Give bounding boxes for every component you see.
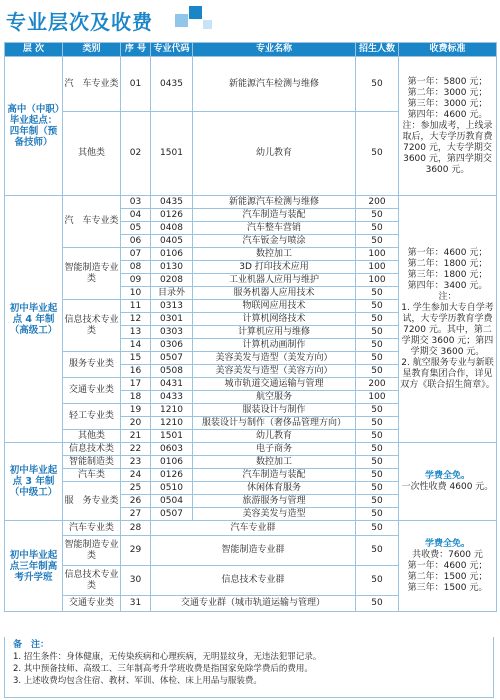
program-name-cell: 幼儿教育 [193, 112, 356, 196]
code-cell: 0130 [151, 261, 193, 274]
program-name-cell: 新能源汽车检测与维修 [193, 57, 356, 112]
fee-line: 一次性收费 4600 元。 [401, 481, 494, 492]
code-cell: 0508 [151, 365, 193, 378]
fee-line: 第三年：1500 元。 [407, 582, 488, 593]
program-name-cell: 汽车制造与装配 [193, 469, 356, 482]
code-cell: 0408 [151, 222, 193, 235]
number-cell: 25 [121, 482, 151, 495]
fee-line: 学费全免。 [424, 470, 470, 481]
number-cell: 16 [121, 365, 151, 378]
program-name-cell: 信息技术专业群 [151, 566, 356, 596]
number-cell: 15 [121, 352, 151, 365]
program-name-cell: 幼儿教育 [193, 430, 356, 443]
fee-line: 第二年：1800 元； [407, 258, 488, 269]
category-cell: 交通专业类 [63, 596, 121, 612]
page-title: 专业层次及收费 [6, 10, 153, 34]
table-row [5, 196, 497, 209]
decor-square [203, 20, 212, 29]
enrollment-cell: 50 [356, 417, 399, 430]
number-cell: 19 [121, 404, 151, 417]
enrollment-cell: 50 [356, 469, 399, 482]
enrollment-cell: 50 [356, 404, 399, 417]
notes-box [4, 637, 494, 698]
enrollment-cell: 50 [356, 443, 399, 456]
level-cell: 高中（中职）毕业起点：四年制（预备技师） [5, 57, 63, 196]
header-category: 类别 [63, 43, 121, 57]
code-cell: 0405 [151, 235, 193, 248]
category-cell: 轻工专业类 [63, 404, 121, 430]
program-name-cell: 美容美发与造型 [193, 508, 356, 521]
fee-line: 第一年：4600 元； [407, 560, 488, 571]
code-cell: 0504 [151, 495, 193, 508]
number-cell: 17 [121, 378, 151, 391]
number-cell: 09 [121, 274, 151, 287]
code-cell: 0126 [151, 209, 193, 222]
number-cell: 11 [121, 300, 151, 313]
table-row [5, 521, 497, 536]
number-cell: 22 [121, 443, 151, 456]
number-cell: 06 [121, 235, 151, 248]
program-name-cell: 汽车整车营销 [193, 222, 356, 235]
enrollment-cell: 50 [356, 57, 399, 112]
category-cell: 其他类 [63, 112, 121, 196]
category-cell: 服务专业类 [63, 352, 121, 378]
program-name-cell: 美容美发与造型（美发方向） [193, 352, 356, 365]
program-name-cell: 交通专业群（城市轨道运输与管理） [151, 596, 356, 612]
fee-line: 第一年：4600 元； [407, 247, 488, 258]
category-cell: 汽 车专业类 [63, 57, 121, 112]
notes-title: 备 注： [13, 640, 50, 650]
code-cell: 0126 [151, 469, 193, 482]
enrollment-cell: 50 [356, 326, 399, 339]
number-cell: 26 [121, 495, 151, 508]
program-name-cell: 城市轨道交通运输与管理 [193, 378, 356, 391]
code-cell: 0301 [151, 313, 193, 326]
fee-note: 注： [438, 291, 457, 302]
enrollment-cell: 100 [356, 261, 399, 274]
enrollment-cell: 100 [356, 274, 399, 287]
number-cell: 01 [121, 57, 151, 112]
category-cell: 智能制造专业类 [63, 248, 121, 300]
category-cell: 智能制造类 [63, 456, 121, 469]
enrollment-cell: 50 [356, 300, 399, 313]
code-cell: 0431 [151, 378, 193, 391]
number-cell: 23 [121, 456, 151, 469]
level-cell: 初中毕业起点 4 年制（高级工） [5, 196, 63, 443]
fee-note: 1. 学生参加大专自学考试，大专学历教育学费 7200 元。其中，第二学期交 3600 元；第四学期交 3600 元。 [401, 302, 494, 357]
enrollment-cell: 50 [356, 482, 399, 495]
category-cell: 汽车专业类 [63, 521, 121, 536]
number-cell: 21 [121, 430, 151, 443]
code-cell: 0603 [151, 443, 193, 456]
code-cell: 1501 [151, 430, 193, 443]
category-cell: 交通专业类 [63, 378, 121, 404]
enrollment-cell: 50 [356, 313, 399, 326]
number-cell: 31 [121, 596, 151, 612]
decor-square [189, 6, 202, 19]
enrollment-cell: 50 [356, 521, 399, 536]
header-code: 专业代码 [151, 43, 193, 57]
number-cell: 03 [121, 196, 151, 209]
fee-cell [399, 521, 497, 612]
enrollment-cell: 50 [356, 495, 399, 508]
code-cell: 1210 [151, 417, 193, 430]
enrollment-cell: 50 [356, 339, 399, 352]
fee-cell [399, 57, 497, 196]
category-cell: 信息技术专业类 [63, 566, 121, 596]
fee-line: 第四年：3400 元。 [407, 280, 488, 291]
program-name-cell: 新能源汽车检测与维修 [193, 196, 356, 209]
program-name-cell: 汽车钣金与喷涂 [193, 235, 356, 248]
enrollment-cell: 50 [356, 566, 399, 596]
fee-line: 第四年：4600 元。 [407, 109, 488, 120]
program-name-cell: 电子商务 [193, 443, 356, 456]
note-item: 1. 招生条件：身体健康，无传染疾病和心理疾病，无明显纹身，无违法犯罪记录。 [13, 652, 322, 662]
enrollment-cell: 50 [356, 536, 399, 566]
level-cell: 初中毕业起点三年制高考升学班 [5, 521, 63, 612]
code-cell: 0507 [151, 508, 193, 521]
program-name-cell: 数控加工 [193, 248, 356, 261]
number-cell: 02 [121, 112, 151, 196]
number-cell: 10 [121, 287, 151, 300]
number-cell: 07 [121, 248, 151, 261]
program-name-cell: 计算机动画制作 [193, 339, 356, 352]
fee-line: 第三年：3000 元； [407, 98, 488, 109]
number-cell: 18 [121, 391, 151, 404]
level-cell: 初中毕业起点 3 年制（中级工） [5, 443, 63, 521]
enrollment-cell: 50 [356, 112, 399, 196]
fee-line: 第二年：1500 元； [407, 571, 488, 582]
code-cell: 0208 [151, 274, 193, 287]
enrollment-cell: 50 [356, 209, 399, 222]
program-name-cell: 智能制造专业群 [151, 536, 356, 566]
note-item: 2. 其中预备技师、高级工、三年制高考升学班收费是指国家免除学费后的费用。 [13, 664, 313, 674]
code-cell: 目录外 [151, 287, 193, 300]
program-name-cell: 物联网应用技术 [193, 300, 356, 313]
fee-line: 学费全免。 [424, 538, 470, 549]
table-row [5, 57, 497, 112]
number-cell: 28 [121, 521, 151, 536]
number-cell: 14 [121, 339, 151, 352]
enrollment-cell: 50 [356, 365, 399, 378]
note-item: 3. 上述收费均包含住宿、教材、军训、体检、床上用品与服装费。 [13, 676, 262, 686]
code-cell: 0507 [151, 352, 193, 365]
enrollment-cell: 50 [356, 456, 399, 469]
code-cell: 0313 [151, 300, 193, 313]
fee-line: 第二年：3000 元； [407, 87, 488, 98]
category-cell: 其他类 [63, 430, 121, 443]
table-header-row [5, 43, 497, 57]
enrollment-cell: 50 [356, 235, 399, 248]
decor-square [175, 14, 188, 27]
enrollment-cell: 50 [356, 430, 399, 443]
enrollment-cell: 200 [356, 196, 399, 209]
program-name-cell: 汽车专业群 [151, 521, 356, 536]
table-row [5, 443, 497, 456]
header-name: 专业名称 [193, 43, 356, 57]
number-cell: 08 [121, 261, 151, 274]
program-name-cell: 汽车制造与装配 [193, 209, 356, 222]
number-cell: 12 [121, 313, 151, 326]
fee-note: 注：参加成考，上线录取后，大专学历教育费 7200 元，大专学期交 3600 元，第四学期交 3600 元。 [402, 120, 493, 175]
header-level: 层 次 [5, 43, 63, 57]
enrollment-cell: 50 [356, 287, 399, 300]
number-cell: 30 [121, 566, 151, 596]
program-name-cell: 服装设计与制作 [193, 404, 356, 417]
enrollment-cell: 200 [356, 378, 399, 391]
category-cell: 信息技术类 [63, 443, 121, 456]
code-cell: 1501 [151, 112, 193, 196]
category-cell: 汽车类 [63, 469, 121, 482]
enrollment-cell: 50 [356, 596, 399, 612]
enrollment-cell: 100 [356, 391, 399, 404]
number-cell: 04 [121, 209, 151, 222]
number-cell: 29 [121, 536, 151, 566]
program-name-cell: 计算机应用与维修 [193, 326, 356, 339]
program-name-cell: 美容美发与造型（美容方向） [193, 365, 356, 378]
category-cell: 汽 车专业类 [63, 196, 121, 248]
code-cell: 0510 [151, 482, 193, 495]
program-name-cell: 工业机器人应用与维护 [193, 274, 356, 287]
code-cell: 0433 [151, 391, 193, 404]
enrollment-cell: 50 [356, 222, 399, 235]
code-cell: 0106 [151, 248, 193, 261]
program-name-cell: 航空服务 [193, 391, 356, 404]
program-name-cell: 服装设计与制作（奢侈品管理方向） [193, 417, 356, 430]
enrollment-cell: 50 [356, 352, 399, 365]
program-name-cell: 数控加工 [193, 456, 356, 469]
code-cell: 0435 [151, 57, 193, 112]
program-fee-table [4, 42, 497, 612]
fee-cell [399, 196, 497, 443]
fee-line: 共收费：7600 元 [412, 549, 483, 560]
category-cell: 智能制造专业类 [63, 536, 121, 566]
fee-line: 第三年：1800 元； [407, 269, 488, 280]
number-cell: 20 [121, 417, 151, 430]
category-cell: 服 务专业类 [63, 482, 121, 521]
program-name-cell: 旅游服务与管理 [193, 495, 356, 508]
program-name-cell: 3D 打印技术应用 [193, 261, 356, 274]
number-cell: 27 [121, 508, 151, 521]
program-name-cell: 休闲体育服务 [193, 482, 356, 495]
code-cell: 1210 [151, 404, 193, 417]
code-cell: 0435 [151, 196, 193, 209]
program-name-cell: 服务机器人应用技术 [193, 287, 356, 300]
fee-note: 2. 航空服务专业与新联星教育集团合作，详见双方《联合招生简章》。 [400, 357, 495, 390]
header-enrollment: 招生人数 [356, 43, 399, 57]
enrollment-cell: 100 [356, 248, 399, 261]
program-name-cell: 计算机网络技术 [193, 313, 356, 326]
number-cell: 13 [121, 326, 151, 339]
number-cell: 05 [121, 222, 151, 235]
header-number: 序 号 [121, 43, 151, 57]
code-cell: 0303 [151, 326, 193, 339]
fee-cell [399, 443, 497, 521]
fee-line: 第一年：5800 元； [407, 76, 488, 87]
code-cell: 0306 [151, 339, 193, 352]
category-cell: 信息技术专业类 [63, 300, 121, 352]
number-cell: 24 [121, 469, 151, 482]
header-fee: 收费标准 [399, 43, 497, 57]
enrollment-cell: 50 [356, 508, 399, 521]
code-cell: 0106 [151, 456, 193, 469]
